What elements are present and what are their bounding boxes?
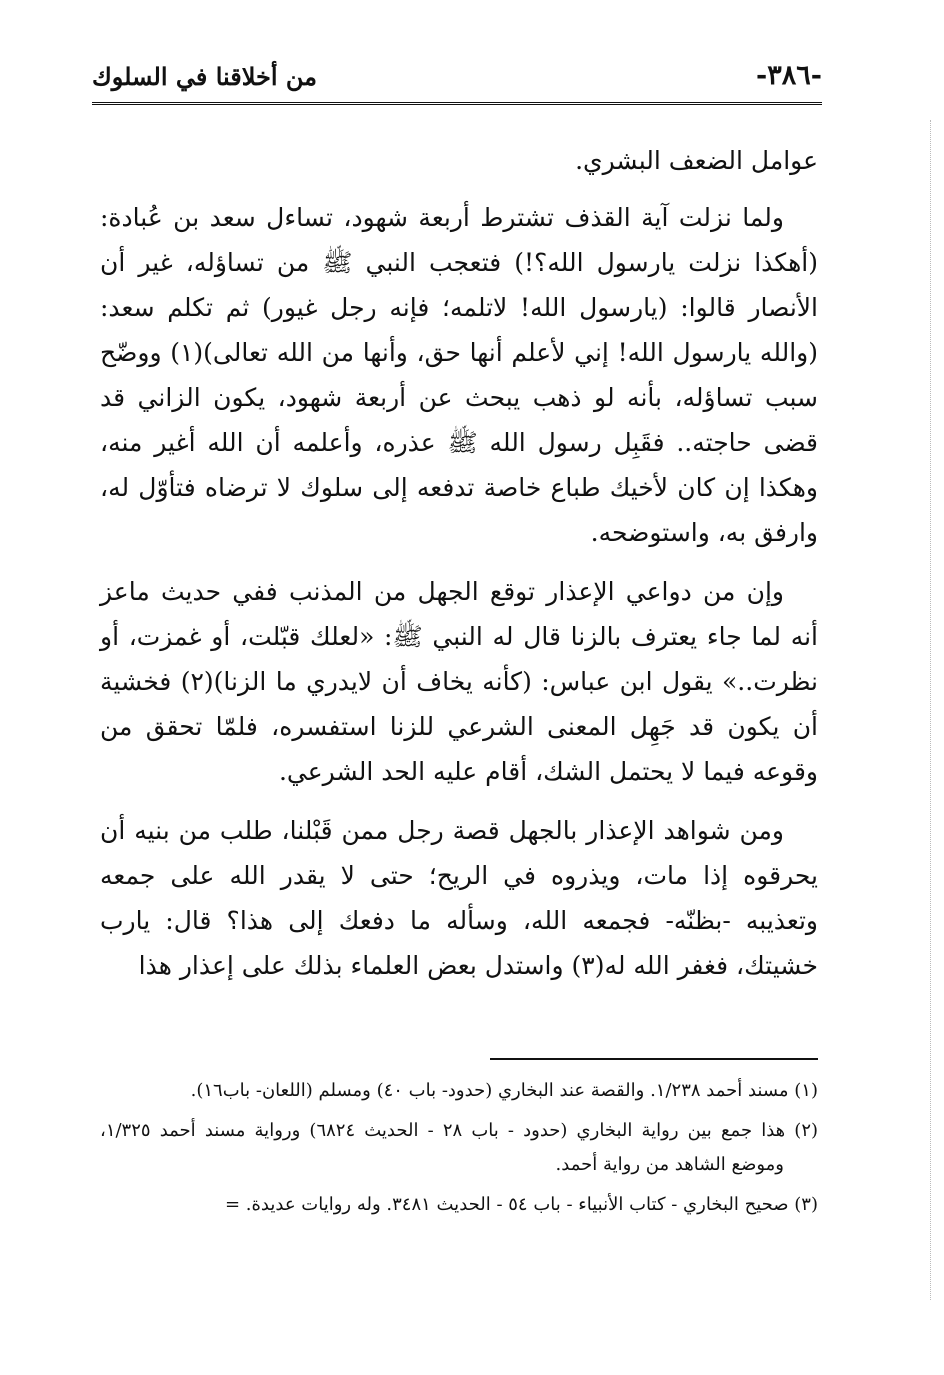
footnote-separator bbox=[490, 1058, 818, 1060]
running-header bbox=[92, 58, 822, 98]
header-rule bbox=[92, 102, 822, 105]
running-title: من أخلاقنا في السلوك bbox=[92, 62, 318, 91]
paragraph: وإن من دواعي الإعذار توقع الجهل من المذنب ففي حديث ماعز أنه لما جاء يعترف بالزنا قال له النبي ﷺ: «لعلك قبّلت، أو غمزت، أو نظرت..» يقول ابن عباس: (كأنه يخاف أن لايدري ما الزنا)(٢) فخشية أن يكون قد جَهِل المعنى الشرعي للزنا استفسره، فلمّا تحقق من وقوعه فيما لا يحتمل الشك، أقام عليه الحد الشرعي. bbox=[100, 577, 818, 786]
paragraph: ومن شواهد الإعذار بالجهل قصة رجل ممن قَبْلنا، طلب من بنيه أن يحرقوه إذا مات، ويذروه في الريح؛ حتى لا يقدر الله على جمعه وتعذيبه -بظنّه- فجمعه الله، وسأله ما دفعك إلى هذا؟ قال: يارب خشيتك، فغفر الله له(٣) واستدل بعض العلماء بذلك على إعذار هذا bbox=[100, 816, 818, 980]
footnotes bbox=[100, 1074, 818, 1228]
footnote: (٢) هذا جمع بين رواية البخاري (حدود - باب ٢٨ - الحديث ٦٨٢٤) ورواية مسند أحمد ١/٣٢٥، وموضع الشاهد من رواية أحمد. bbox=[100, 1120, 819, 1175]
paragraph: عوامل الضعف البشري. bbox=[575, 146, 818, 175]
footnote: (١) مسند أحمد ١/٢٣٨. والقصة عند البخاري (حدود- باب ٤٠) ومسلم (اللعان- باب١٦). bbox=[190, 1080, 818, 1101]
main-text bbox=[100, 138, 818, 1002]
page-number: -٣٨٦- bbox=[756, 60, 822, 91]
scan-edge bbox=[930, 120, 935, 1300]
footnote: (٣) صحيح البخاري - كتاب الأنبياء - باب ٥٤ - الحديث ٣٤٨١. وله روايات عديدة. = bbox=[224, 1194, 818, 1215]
paragraph: ولما نزلت آية القذف تشترط أربعة شهود، تساءل سعد بن عُبادة: (أهكذا نزلت يارسول الله؟!) فتعجب النبي ﷺ من تساؤله، غير أن الأنصار قالوا: (يارسول الله! لاتلمه؛ فإنه رجل غيور) ثم تكلم سعد: (والله يارسول الله! إني لأعلم أنها حق، وأنها من الله تعالى)(١) ووضّح سبب تساؤله، بأنه لو ذهب يبحث عن أربعة شهود، يكون الزاني قد قضى حاجته.. فقَبِل رسول الله ﷺ عذره، وأعلمه أن الله أغير منه، وهكذا إن كان لأخيك طباع خاصة تدفعه إلى سلوك لا ترضاه فتأوّل له، وارفق به، واستوضحه. bbox=[100, 203, 818, 547]
